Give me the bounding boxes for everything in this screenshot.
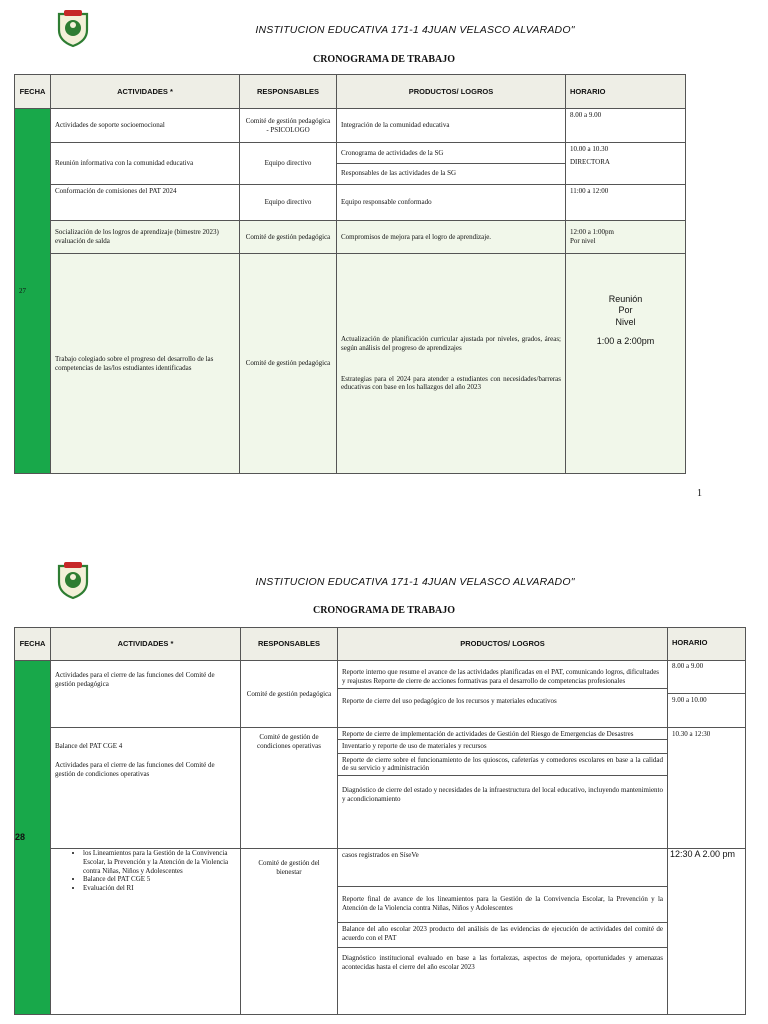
schedule-cell: 8.00 a 9.00 [566,109,686,143]
schedule-time: 12:30 A 2.00 pm [670,849,736,859]
schedule-note: DIRECTORA [570,157,610,166]
activity-cell [51,849,241,1015]
date-cell [15,661,51,1015]
document-title: CRONOGRAMA DE TRABAJO [312,54,456,65]
header-fecha: FECHA [15,75,51,109]
responsible-cell: Comité de gestión pedagógica - PSICOLOGO [240,109,337,143]
list-item: • los Lineamientos para la Gestión de la Convivencia Escolar, la Prevención y la Atención de la Violencia contra Niñas, Niños y Adolescentes [83,849,236,875]
activity-cell: Socialización de los logros de aprendizaje (bimestre 2023) evaluación de salda [51,221,240,254]
responsible-cell: Comité de gestión pedagógica [241,661,338,728]
list-item: • Evaluación del RI [83,884,236,893]
product-item: Estrategias para el 2024 para atender a estudiantes con necesidades/barreras educativas con base en los hallazgos del año 2023 [341,374,561,392]
schedule-cell [566,143,686,185]
table-row [15,109,686,143]
product-item: Responsables de las actividades de la SG [337,163,565,183]
schedule-time: 8.00 a 9.00 [672,662,704,670]
school-crest-icon [53,560,93,600]
schedule-time: 1:00 a 2:00pm [596,335,655,346]
product-item: Diagnóstico institucional evaluado en base a las fortalezas, aspectos de mejora, oportunidades y amenazas acontecidas hasta el cierre del año escolar 2023 [338,947,667,978]
schedule-cell: 10.30 a 12:30 [668,728,746,849]
table-row [15,254,686,474]
header-actividades: ACTIVIDADES * [51,75,240,109]
date-cell [15,109,51,474]
activity-cell [51,728,241,849]
institution-name: INSTITUCION EDUCATIVA 171-1 4JUAN VELASCO ALVARADO" [255,576,575,588]
header-responsables: RESPONSABLES [240,75,337,109]
product-item: Reporte de cierre sobre el funcionamiento de los quioscos, cafeterías y comedores escolares en base a la calidad de su servicio y administración [338,753,667,776]
product-cell [337,143,566,185]
schedule-cell [566,254,686,474]
schedule-cell [668,661,746,728]
product-cell [338,849,668,1015]
document-title: CRONOGRAMA DE TRABAJO [312,605,456,616]
activity-list [55,849,236,893]
product-item: Balance del año escolar 2023 producto del análisis de las evidencias de ejecución de actividades del comité de acuerdo con el PAT [338,922,667,947]
activity-cell: Reunión informativa con la comunidad educativa [51,143,240,185]
product-cell: Equipo responsable conformado [337,185,566,221]
table-row [15,185,686,221]
table-row [15,728,746,849]
schedule-note: Por nivel [570,237,596,245]
responsible-cell: Comité de gestión pedagógica [240,254,337,474]
responsible-cell: Equipo directivo [240,143,337,185]
schedule-time: 12:00 a 1:00pm [570,228,614,237]
product-cell [338,661,668,728]
responsible-cell: Equipo directivo [240,185,337,221]
schedule-note: Por [618,305,633,316]
schedule-note: Nivel [615,316,636,327]
product-cell: Compromisos de mejora para el logro de aprendizaje. [337,221,566,254]
activity-cell: Actividades de soporte socioemocional [51,109,240,143]
table-row [15,221,686,254]
school-crest-icon [53,8,93,48]
product-item: casos registrados en SíseVe [342,851,419,859]
activity-item: Balance del PAT CGE 4 [55,742,123,750]
institution-name: INSTITUCION EDUCATIVA 171-1 4JUAN VELASCO ALVARADO" [255,24,575,36]
activity-cell: Actividades para el cierre de las funciones del Comité de gestión pedagógica [51,661,241,728]
activity-cell: Trabajo colegiado sobre el progreso del desarrollo de las competencias de las/los estudiantes identificadas [51,254,240,474]
table-row [15,849,746,1015]
schedule-table-2 [14,627,746,1015]
product-item: Cronograma de actividades de la SG [341,149,444,158]
product-item: Reporte final de avance de los lineamientos para la Gestión de la Convivencia Escolar, la Prevención y la Atención de la Violencia contra Niñas, Niños y Adolescentes [338,886,667,923]
table-row [15,661,746,728]
header-actividades: ACTIVIDADES * [51,628,241,661]
activity-cell: Conformación de comisiones del PAT 2024 [51,185,240,221]
product-item: Reporte de cierre del uso pedagógico de los recursos y materiales educativos [338,688,667,720]
date-label: 27 [19,286,26,295]
header-fecha: FECHA [15,628,51,661]
table-row [15,143,686,185]
page-number: 1 [697,488,702,499]
schedule-time: 9.00 a 10.00 [668,693,745,707]
product-cell: Integración de la comunidad educativa [337,109,566,143]
schedule-cell [566,221,686,254]
header-horario: HORARIO [566,75,686,109]
product-cell [338,728,668,849]
product-cell [337,254,566,474]
schedule-cell: 11:00 a 12:00 [566,185,686,221]
product-item: Reporte interno que resume el avance de las actividades planificadas en el PAT, comunicando logros, dificultades y reajustes Reporte de cierre de acciones formativas para el desarrollo de competencias profesionales [342,667,660,685]
schedule-time: 10.00 a 10.30 [570,145,609,153]
activity-item: Actividades para el cierre de las funciones del Comité de gestión de condiciones operativas [55,760,215,778]
date-label: 28 [15,831,26,842]
list-item: • Balance del PAT CGE 5 [83,875,236,884]
header-productos: PRODUCTOS/ LOGROS [338,628,668,661]
product-item: Inventario y reporte de uso de materiales y recursos [338,739,667,753]
responsible-cell: Comité de gestión de condiciones operativas [241,728,338,849]
header-productos: PRODUCTOS/ LOGROS [337,75,566,109]
schedule-note: Reunión [608,294,643,304]
product-item: Diagnóstico de cierre del estado y necesidades de la infraestructura del local educativo, incluyendo mantenimiento y acondicionamiento [338,775,667,818]
header-responsables: RESPONSABLES [241,628,338,661]
product-item: Actualización de planificación curricular ajustada por niveles, grados, áreas; según análisis del progreso de aprendizajes [341,335,561,352]
schedule-cell [668,849,746,1015]
schedule-table-1 [14,74,686,474]
product-item: Reporte de cierre de implementación de actividades de Gestión del Riesgo de Emergencias de Desastres [342,730,634,738]
responsible-cell: Comité de gestión del bienestar [241,849,338,1015]
header-horario: HORARIO [668,628,746,661]
responsible-cell: Comité de gestión pedagógica [240,221,337,254]
